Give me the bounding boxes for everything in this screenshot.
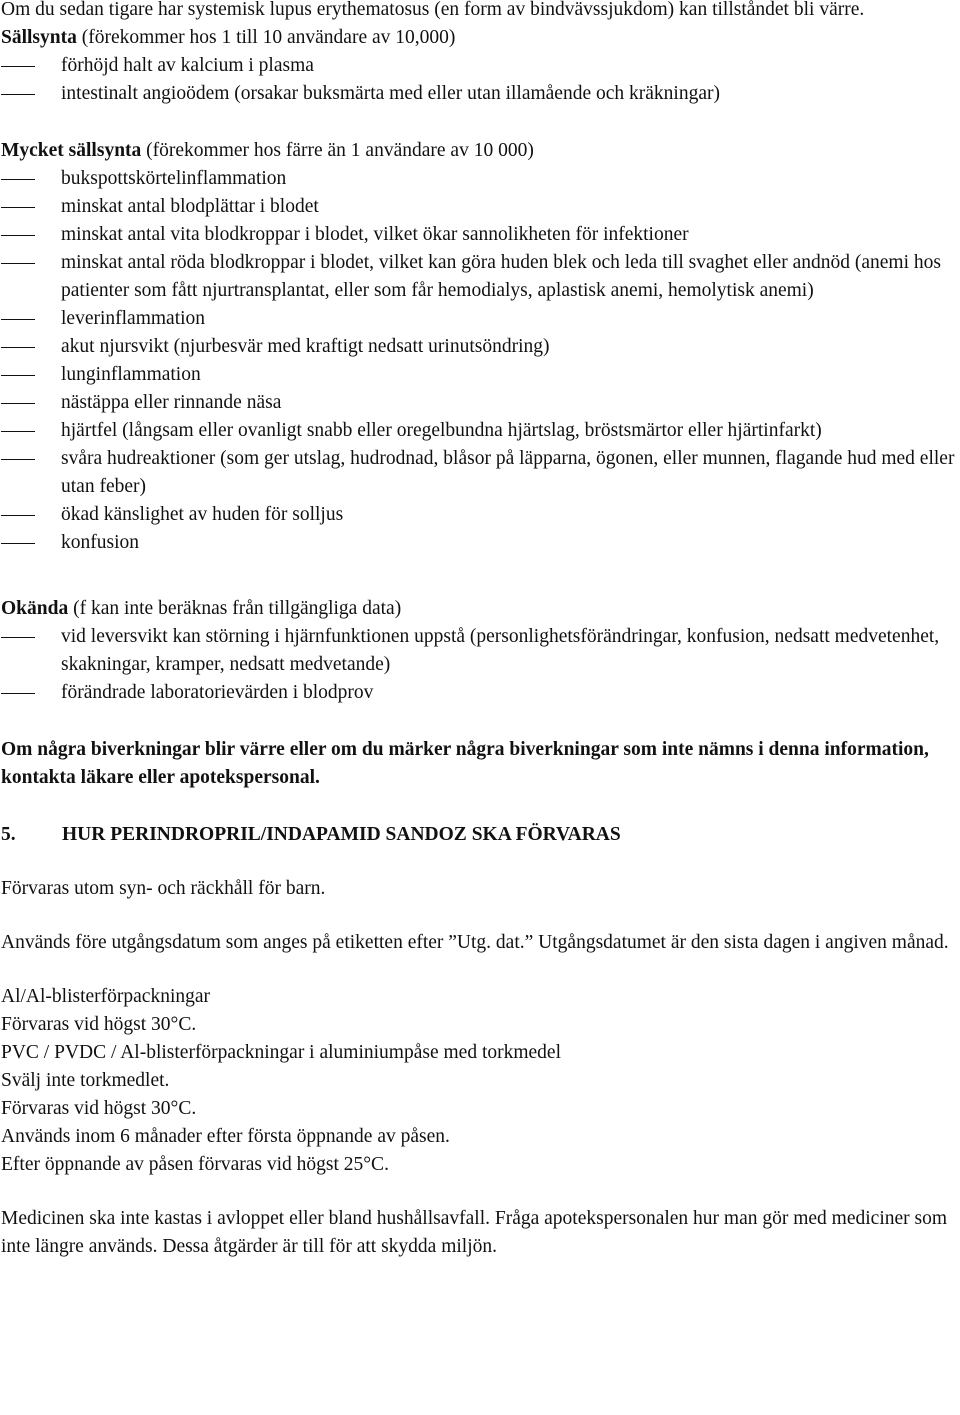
list-item: minskat antal blodplättar i blodet [1,193,956,221]
very-rare-list [1,165,956,557]
section-number: 5. [1,824,16,845]
rare-list [1,52,956,108]
storage-line: Efter öppnande av påsen förvaras vid högst 25°C. [1,1154,389,1175]
list-item: vid leversvikt kan störning i hjärnfunktionen uppstå (personlighetsförändringar, konfusion, nedsatt medvetenhet, skakningar, kramper, nedsatt medvetande) [1,623,956,679]
storage-children-paragraph: Förvaras utom syn- och räckhåll för barn. [1,878,326,899]
unknown-label: Okända [1,598,69,619]
list-item: minskat antal röda blodkroppar i blodet, vilket kan göra huden blek och leda till svaghet eller andnöd (anemi hos patienter som fått njurtransplantat, eller som får hemodialys, aplastisk anemi, hemolytisk anemi) [1,249,956,305]
rare-frequency: (förekommer hos 1 till 10 användare av 10,000) [76,27,456,48]
list-item: minskat antal vita blodkroppar i blodet, vilket ökar sannolikheten för infektioner [1,221,956,249]
section-5-heading [1,821,956,849]
very-rare-label: Mycket sällsynta [1,140,142,161]
storage-line: Används inom 6 månader efter första öppnande av påsen. [1,1126,450,1147]
document-page [1,0,956,1261]
list-item: leverinflammation [1,305,956,333]
disposal-paragraph: Medicinen ska inte kastas i avloppet eller bland hushållsavfall. Fråga apotekspersonalen hur man gör med mediciner som inte längre används. Dessa åtgärder är till för att skydda miljön. [1,1208,948,1257]
unknown-frequency: (f kan inte beräknas från tillgängliga data) [68,598,402,619]
expiry-paragraph: Används före utgångsdatum som anges på etiketten efter ”Utg. dat.” Utgångsdatumet är den sista dagen i angiven månad. [1,932,949,953]
list-item: hjärtfel (långsam eller ovanligt snabb eller oregelbundna hjärtslag, bröstsmärtor eller hjärtinfarkt) [1,417,956,445]
list-item: intestinalt angioödem (orsakar buksmärta med eller utan illamående och kräkningar) [1,80,956,108]
storage-line: Svälj inte torkmedlet. [1,1070,170,1091]
list-item: bukspottskörtelinflammation [1,165,956,193]
list-item: nästäppa eller rinnande näsa [1,389,956,417]
list-item: förhöjd halt av kalcium i plasma [1,52,956,80]
list-item: akut njursvikt (njurbesvär med kraftigt nedsatt urinutsöndring) [1,333,956,361]
very-rare-frequency: (förekommer hos färre än 1 användare av 10 000) [141,140,534,161]
storage-line: Al/Al-blisterförpackningar [1,986,211,1007]
warning-paragraph: Om några biverkningar blir värre eller om du märker några biverkningar som inte nämns i denna information, kontakta läkare eller apotekspersonal. [1,739,929,788]
rare-heading [1,24,956,52]
list-item: konfusion [1,529,956,557]
section-title: HUR PERINDROPRIL/INDAPAMID SANDOZ SKA FÖRVARAS [62,824,621,845]
list-item: ökad känslighet av huden för solljus [1,501,956,529]
rare-label: Sällsynta [1,27,77,48]
list-item: lunginflammation [1,361,956,389]
intro-paragraph: Om du sedan tigare har systemisk lupus erythematosus (en form av bindvävssjukdom) kan tillståndet bli värre. [1,0,865,20]
list-item: förändrade laboratorievärden i blodprov [1,679,956,707]
storage-conditions [1,983,956,1179]
list-item: svåra hudreaktioner (som ger utslag, hudrodnad, blåsor på läpparna, ögonen, eller munnen, flagande hud med eller utan feber) [1,445,956,501]
very-rare-heading [1,137,956,165]
storage-line: PVC / PVDC / Al-blisterförpackningar i aluminiumpåse med torkmedel [1,1042,561,1063]
unknown-heading [1,595,956,623]
unknown-list [1,623,956,707]
storage-line: Förvaras vid högst 30°C. [1,1098,197,1119]
storage-line: Förvaras vid högst 30°C. [1,1014,197,1035]
